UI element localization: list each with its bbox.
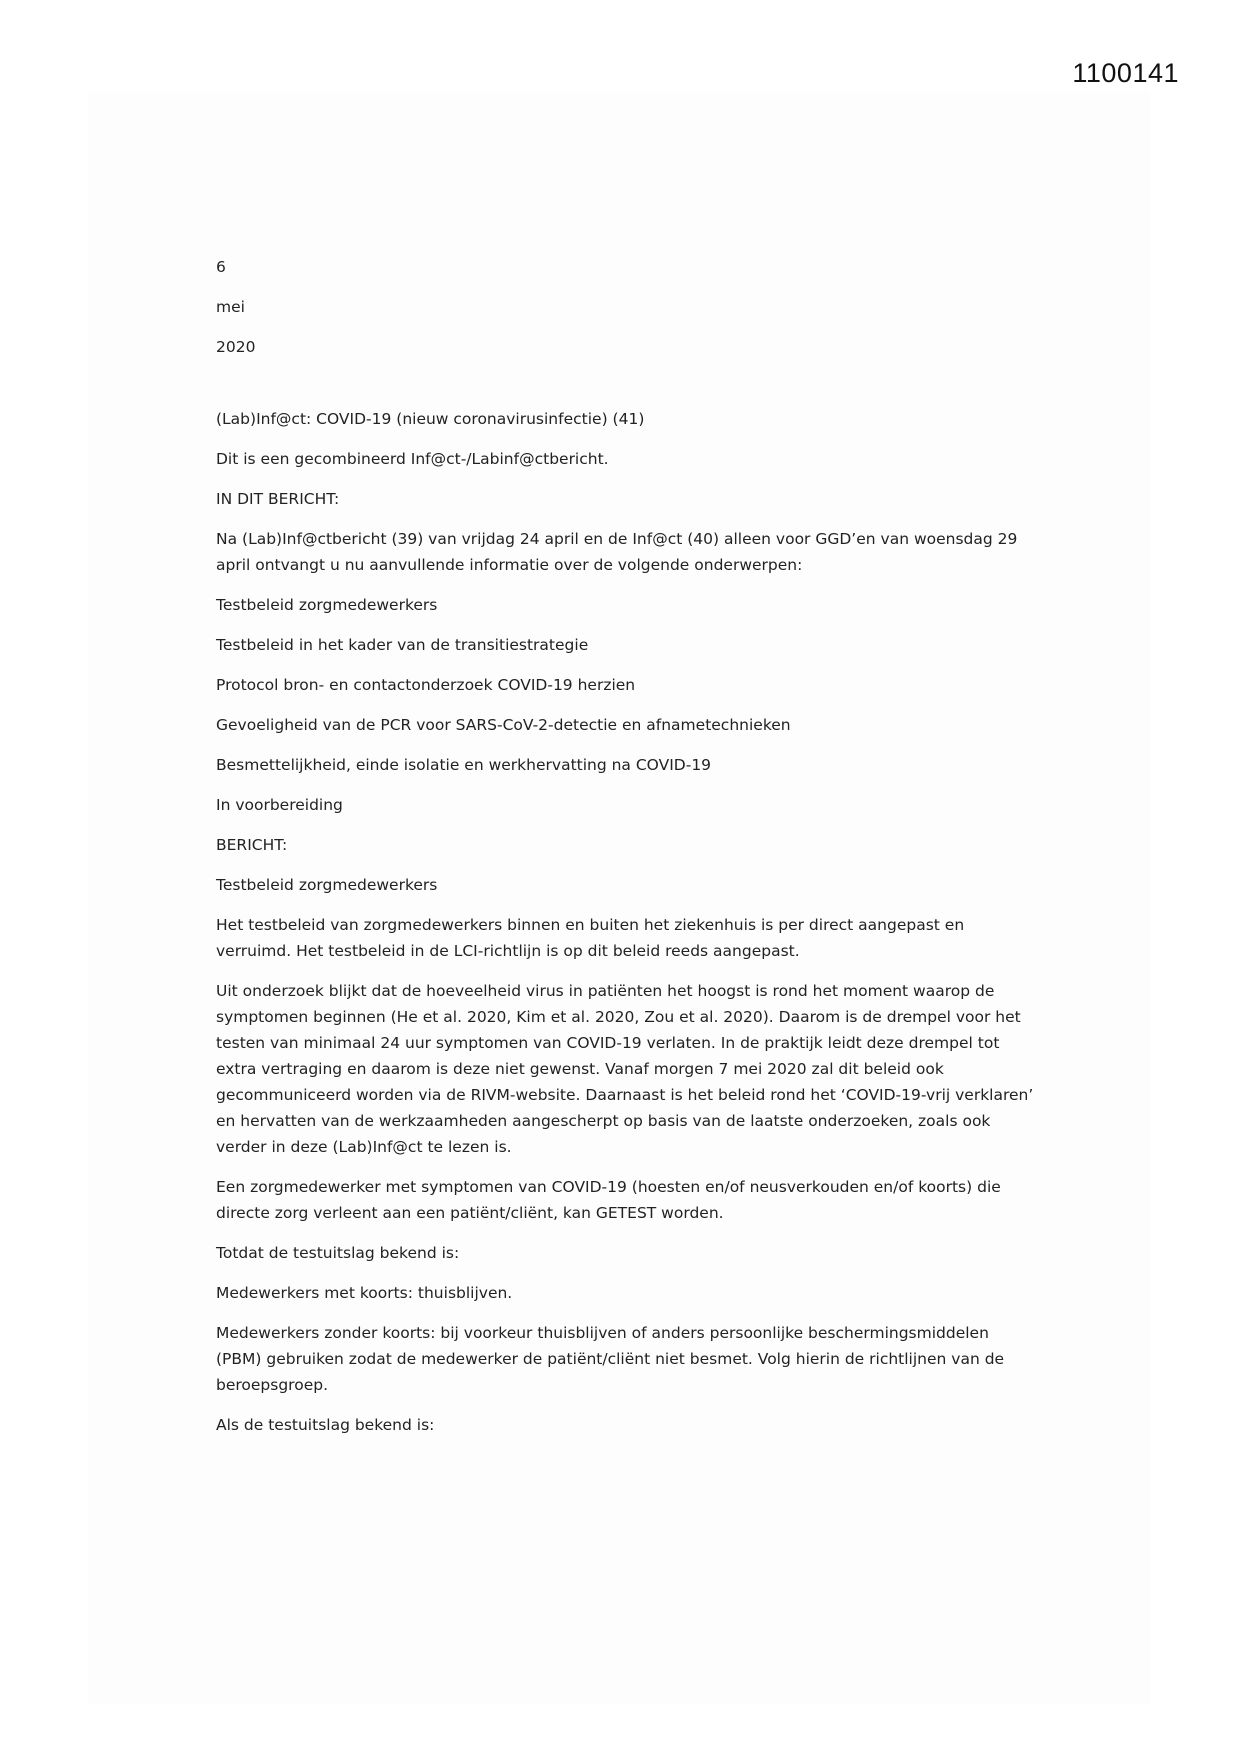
- paragraph-policy-change: Het testbeleid van zorgmedewerkers binnen en buiten het ziekenhuis is per direct aangepast en verruimd. Het testbeleid in de LCI-richtlijn is op dit beleid reeds aangepast.: [216, 916, 965, 960]
- paragraph-overview: Na (Lab)Inf@ctbericht (39) van vrijdag 24 april en de Inf@ct (40) alleen voor GGD’en van woensdag 29 april ontvangt u nu aanvullende informatie over de volgende onderwerpen:: [216, 530, 1018, 574]
- paragraph-test-eligibility: Een zorgmedewerker met symptomen van COVID-19 (hoesten en/of neusverkouden en/of koorts) die directe zorg verleent aan een patiënt/cliënt, kan GETEST worden.: [216, 1178, 1001, 1222]
- paragraph-fever: Medewerkers met koorts: thuisblijven.: [216, 1284, 513, 1302]
- topic-item: Testbeleid zorgmedewerkers: [216, 596, 438, 614]
- topic-item: In voorbereiding: [216, 796, 343, 814]
- date-year: 2020: [216, 338, 256, 356]
- bulletin-intro: Dit is een gecombineerd Inf@ct-/Labinf@ctbericht.: [216, 450, 609, 468]
- topic-item: Protocol bron- en contactonderzoek COVID-19 herzien: [216, 676, 636, 694]
- bulletin-title: (Lab)Inf@ct: COVID-19 (nieuw coronavirusinfectie) (41): [216, 410, 645, 428]
- date-month: mei: [216, 298, 245, 316]
- subheading-testbeleid: Testbeleid zorgmedewerkers: [216, 876, 438, 894]
- document-number: 1100141: [1072, 58, 1179, 88]
- topic-item: Testbeleid in het kader van de transitiestrategie: [216, 636, 589, 654]
- paragraph-research: Uit onderzoek blijkt dat de hoeveelheid virus in patiënten het hoogst is rond het moment waarop de symptomen beginnen (He et al. 2020, Kim et al. 2020, Zou et al. 2020). Daarom is de drempel voor het testen van minimaal 24 uur symptomen van COVID-19 verlaten. In de praktijk leidt deze drempel tot extra vertraging en daarom is deze niet gewenst. Vanaf morgen 7 mei 2020 zal dit beleid ook gecommuniceerd worden via de RIVM-website. Daarnaast is het beleid rond het ‘COVID-19-vrij verklaren’ en hervatten van de werkzaamheden aangescherpt op basis van de laatste onderzoeken, zoals ook verder in deze (Lab)Inf@ct te lezen is.: [216, 982, 1034, 1156]
- topic-item: Gevoeligheid van de PCR voor SARS-CoV-2-detectie en afnametechnieken: [216, 716, 791, 734]
- topic-item: Besmettelijkheid, einde isolatie en werkhervatting na COVID-19: [216, 756, 712, 774]
- document-body: [216, 254, 1036, 1452]
- paragraph-when-result: Als de testuitslag bekend is:: [216, 1416, 435, 1434]
- date-day: 6: [216, 258, 226, 276]
- section-heading-in-dit-bericht: IN DIT BERICHT:: [216, 490, 340, 508]
- section-heading-bericht: BERICHT:: [216, 836, 288, 854]
- paragraph-no-fever: Medewerkers zonder koorts: bij voorkeur thuisblijven of anders persoonlijke beschermingsmiddelen (PBM) gebruiken zodat de medewerker de patiënt/cliënt niet besmet. Volg hierin de richtlijnen van de beroepsgroep.: [216, 1324, 1005, 1394]
- paragraph-until-result: Totdat de testuitslag bekend is:: [216, 1244, 460, 1262]
